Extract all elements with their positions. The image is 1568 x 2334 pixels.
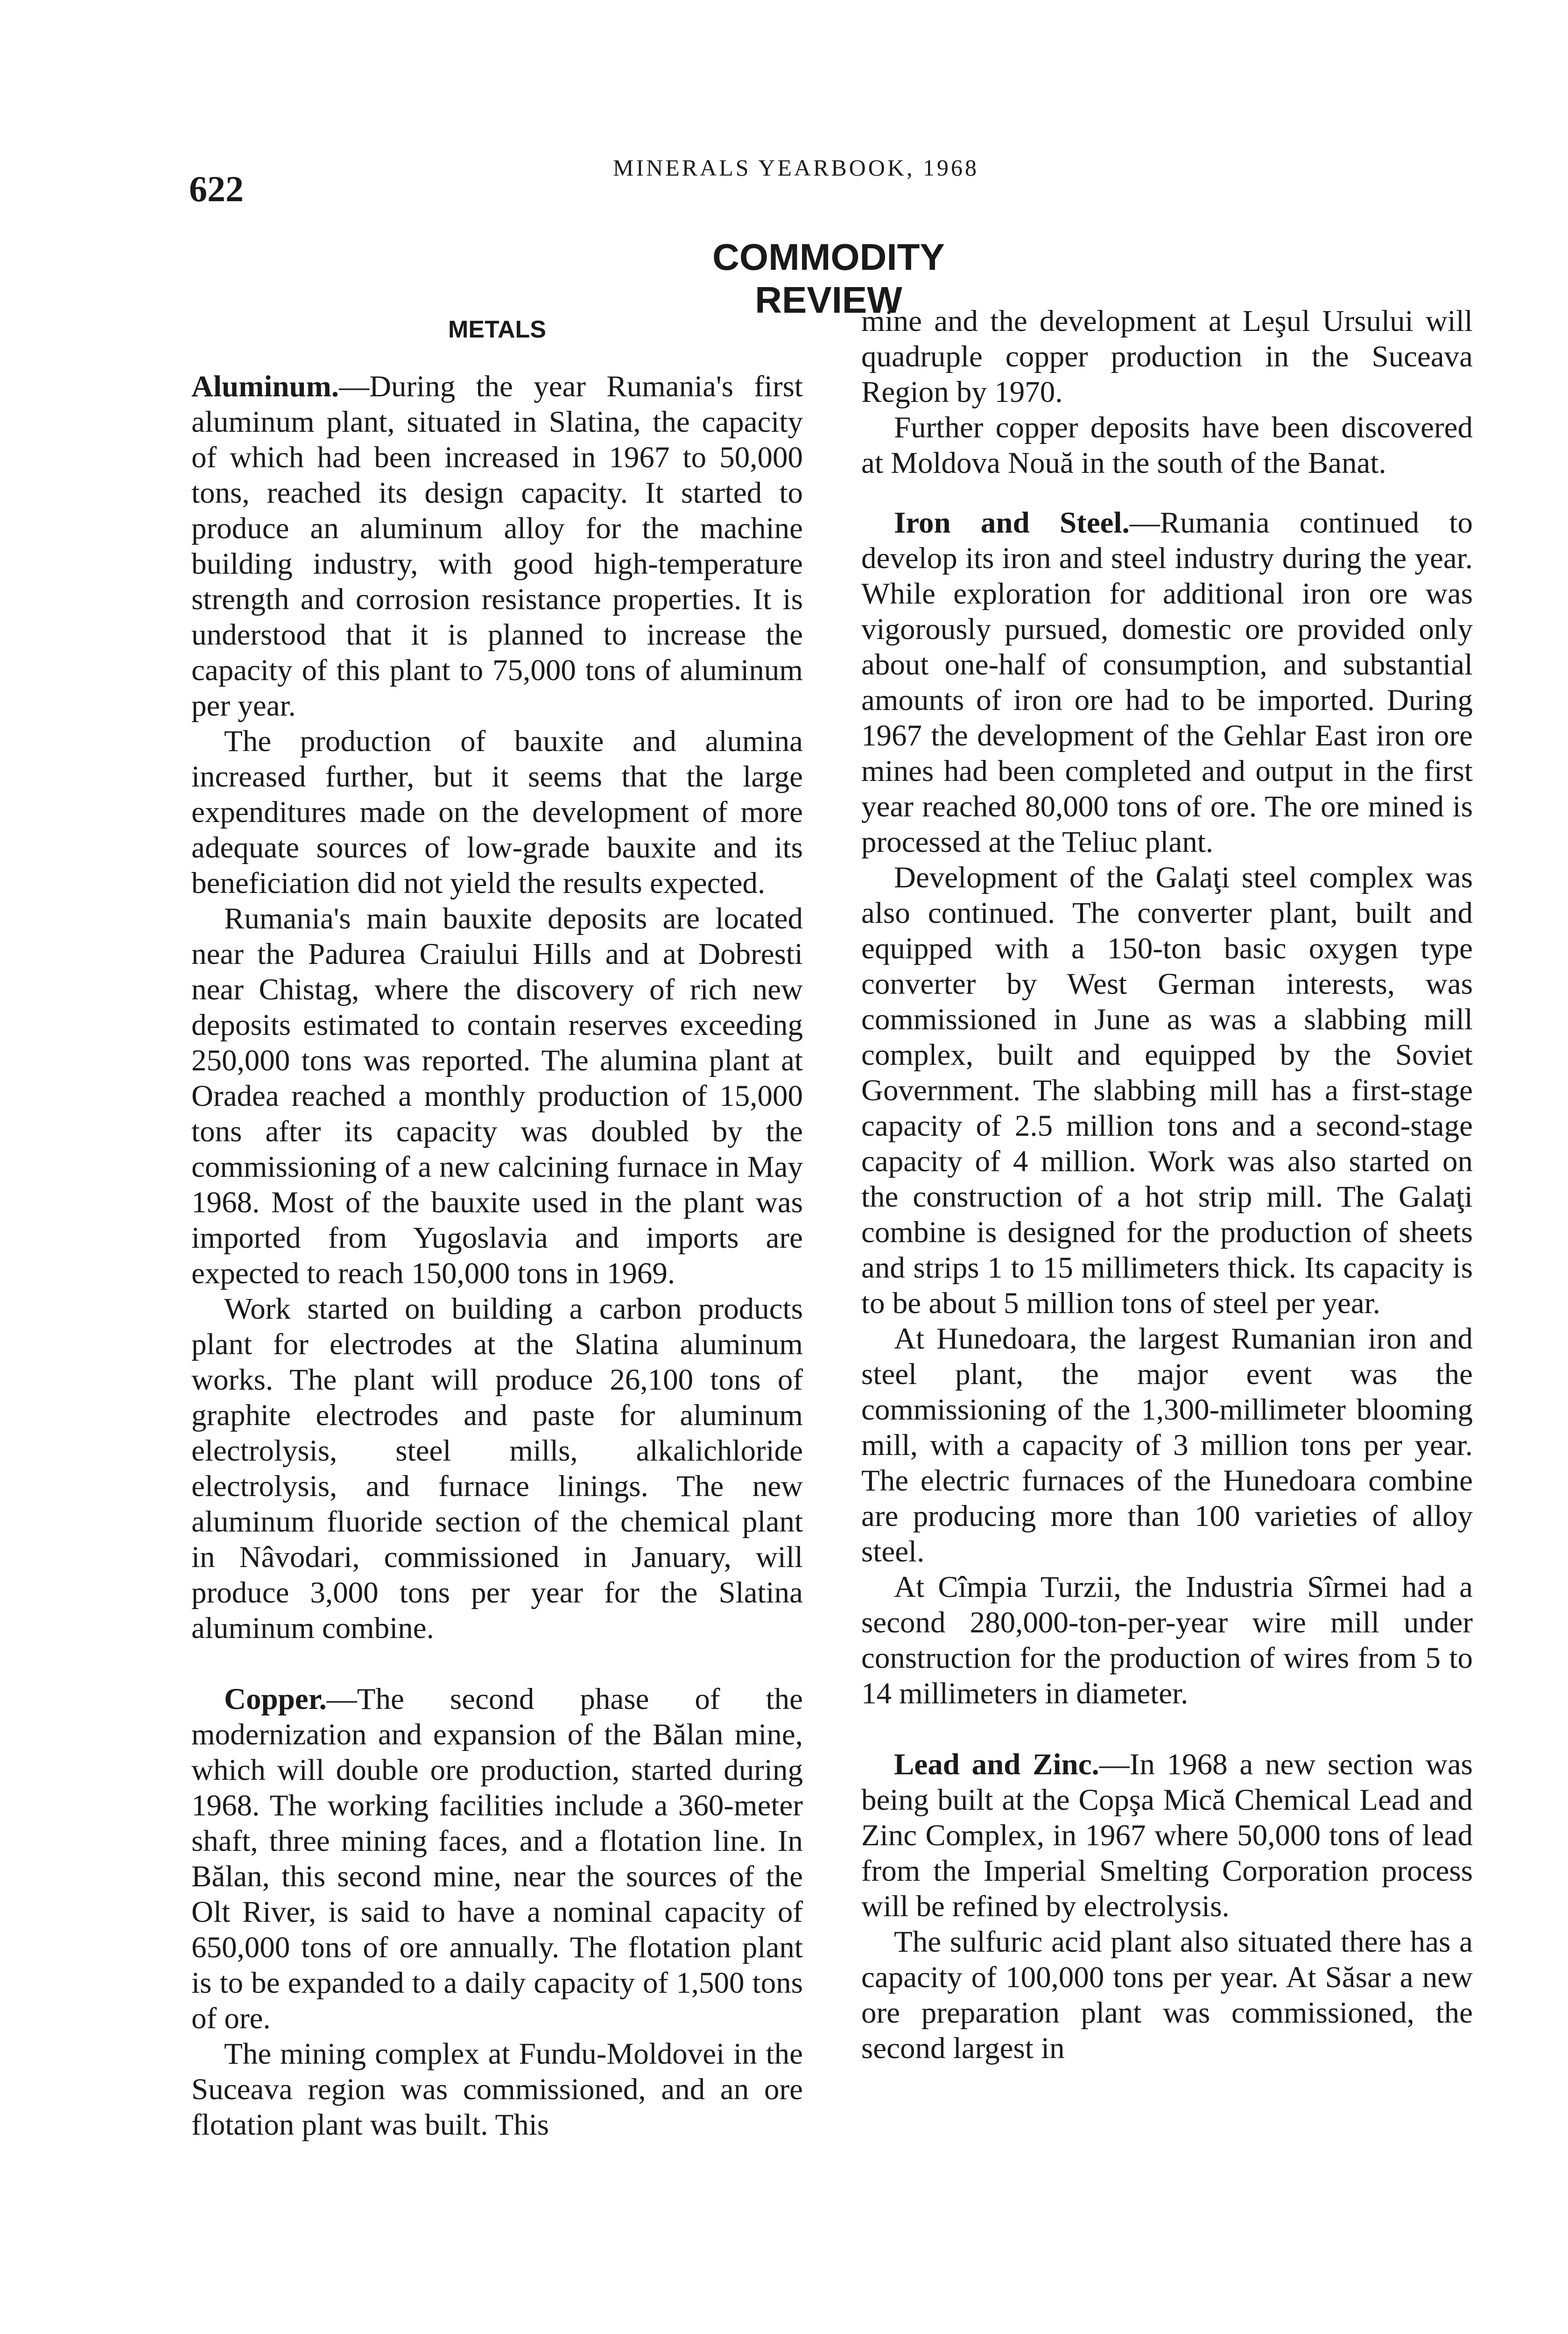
aluminum-text-1: —During the year Rumania's first aluminum plant, situated in Slatina, the capacity of which had been increased in 1967 to 50,000 tons, reached its design capacity. It started to produce an aluminum alloy for the machine building industry, with good high-temperature strength and corrosion resistance properties. It is understood that it is planned to increase the capacity of this plant to 75,000 tons of aluminum per year. [191, 370, 803, 723]
iron-steel-paragraph-2: Development of the Galaţi steel complex was also continued. The converter plant, built and equipped with a 150-ton basic oxygen type converter by West German interests, was commissioned in June as was a slabbing mill complex, built and equipped by the Soviet Government. The slabbing mill has a first-stage capacity of 2.5 million tons and a second-stage capacity of 4 million. Work was also started on the construction of a hot strip mill. The Galaţi combine is designed for the production of sheets and strips 1 to 15 millimeters thick. Its capacity is to be about 5 million tons of steel per year. [861, 861, 1473, 1320]
lead-zinc-paragraph-1 [861, 1747, 1473, 1924]
lead-zinc-text-1: —In 1968 a new section was being built at the Copşa Mică Chemical Lead and Zinc Complex, in 1967 where 50,000 tons of lead from the Imperial Smelting Corporation process will be refined by electrolysis. [861, 1748, 1473, 1923]
iron-steel-paragraph-4: At Cîmpia Turzii, the Industria Sîrmei had a second 280,000-ton-per-year wire mill under construction for the production of wires from 5 to 14 millimeters in diameter. [861, 1570, 1473, 1710]
aluminum-paragraph-3: Rumania's main bauxite deposits are located near the Padurea Craiului Hills and at Dobresti near Chistag, where the discovery of rich new deposits estimated to contain reserves exceeding 250,000 tons was reported. The alumina plant at Oradea reached a monthly production of 15,000 tons after its capacity was doubled by the commissioning of a new calcining furnace in May 1968. Most of the bauxite used in the plant was imported from Yugoslavia and imports are expected to reach 150,000 tons in 1969. [191, 902, 803, 1290]
iron-steel-heading: Iron and Steel. [894, 506, 1130, 540]
running-title: MINERALS YEARBOOK, 1968 [613, 155, 979, 181]
right-column [861, 303, 1473, 2066]
iron-steel-paragraph-1 [861, 505, 1473, 860]
aluminum-heading: Aluminum. [191, 370, 339, 403]
left-column [191, 303, 803, 2143]
aluminum-paragraph-4: Work started on building a carbon products plant for electrodes at the Slatina aluminum works. The plant will produce 26,100 tons of graphite electrodes and paste for aluminum electrolysis, steel mills, alkalichloride electrolysis, and furnace linings. The new aluminum fluoride section of the chemical plant in Nâvodari, commissioned in January, will produce 3,000 tons per year for the Slatina aluminum combine. [191, 1292, 803, 1645]
aluminum-paragraph-2: The production of bauxite and alumina increased further, but it seems that the large expenditures made on the development of more adequate sources of low-grade bauxite and its beneficiation did not yield the results expected. [191, 724, 803, 900]
iron-steel-paragraph-3: At Hunedoara, the largest Rumanian iron and steel plant, the major event was the commissioning of the 1,300-millimeter blooming mill, with a capacity of 3 million tons per year. The electric furnaces of the Hunedoara combine are producing more than 100 varieties of alloy steel. [861, 1322, 1473, 1568]
iron-steel-text-1: —Rumania continued to develop its iron and steel industry during the year. While exploration for additional iron ore was vigorously pursued, domestic ore provided only about one-half of consumption, and substantial amounts of iron ore had to be imported. During 1967 the development of the Gehlar East iron ore mines had been completed and output in the first year reached 80,000 tons of ore. The ore mined is processed at the Teliuc plant. [861, 506, 1473, 859]
page-number: 622 [189, 169, 244, 209]
aluminum-paragraph-1 [191, 369, 803, 724]
copper-paragraph-2: The mining complex at Fundu-Moldovei in the Suceava region was commissioned, and an ore flotation plant was built. This [191, 2037, 803, 2142]
lead-zinc-paragraph-2: The sulfuric acid plant also situated there has a capacity of 100,000 tons per year. At Săsar a new ore preparation plant was commissioned, the second largest in [861, 1925, 1473, 2065]
copper-paragraph-1 [191, 1681, 803, 2036]
section-title: COMMODITY REVIEW [712, 236, 945, 321]
lead-zinc-heading: Lead and Zinc. [894, 1748, 1099, 1781]
copper-text-1: —The second phase of the modernization and expansion of the Bălan mine, which will double ore production, started during 1968. The working facilities include a 360-meter shaft, three mining faces, and a flotation line. In Bălan, this second mine, near the sources of the Olt River, is said to have a nominal capacity of 650,000 tons of ore annually. The flotation plant is to be expanded to a daily capacity of 1,500 tons of ore. [191, 1682, 803, 2035]
subsection-heading: METALS [448, 316, 546, 343]
copper-continued-paragraph-1: mine and the development at Leşul Ursului will quadruple copper production in the Suceava Region by 1970. [861, 304, 1473, 409]
copper-heading: Copper. [224, 1682, 327, 1716]
copper-continued-paragraph-2: Further copper deposits have been discovered at Moldova Nouă in the south of the Banat. [861, 411, 1473, 480]
